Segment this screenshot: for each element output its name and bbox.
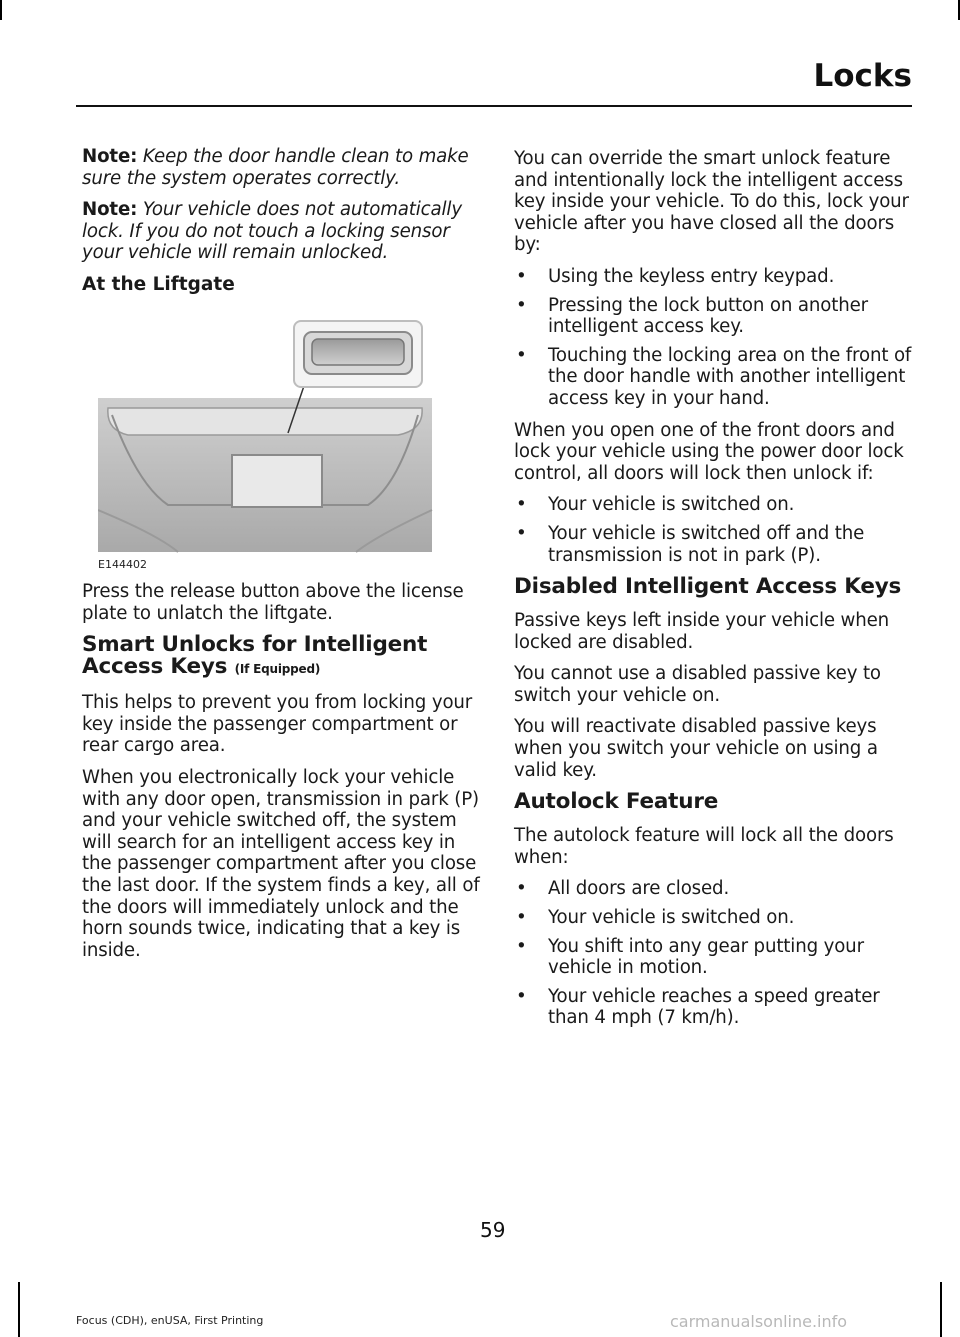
figure-code: E144402 [98,557,147,571]
crop-mark-bottom-right [940,1282,942,1337]
note-2 [82,199,480,264]
list-item-text: Your vehicle reaches a speed greater than 4 mph (7 km/h). [548,985,880,1029]
list-item-text: You shift into any gear putting your vehicle in motion. [548,935,864,979]
bullet: • [516,522,527,544]
crop-mark-top-left [0,0,2,20]
bullet: • [516,494,527,516]
bullet: • [516,878,527,900]
smart-unlocks-heading [82,634,480,680]
liftgate-text: Press the release button above the license plate to unlatch the liftgate. [82,580,464,624]
right-column [514,148,912,1039]
list-item [514,907,912,929]
list-item [514,266,912,288]
list-item-text: Your vehicle is switched off and the transmission is not in park (P). [548,522,865,566]
liftgate-heading: At the Liftgate [82,273,235,295]
note-2-label: Note: [82,199,138,221]
autolock-paragraph: The autolock feature will lock all the doors when: [514,825,894,868]
page-header-title: Locks [813,58,912,94]
liftgate-drawing [98,305,448,571]
note-2-body: Your vehicle does not automatically lock. If you do not touch a locking sensor your vehicle will remain unlocked. [82,199,462,264]
bullet: • [516,294,527,316]
smart-unlocks-p1: This helps to prevent you from locking your key inside the passenger compartment or rear cargo area. [82,692,473,757]
disabled-keys-p3: You will reactivate disabled passive keys when you switch your vehicle on using a valid key. [514,716,878,781]
front-door-paragraph: When you open one of the front doors and lock your vehicle using the power door lock control, all doors will lock then unlock if: [514,419,904,484]
page-number: 59 [480,1218,506,1242]
list-item [514,936,912,979]
list-item-text: Pressing the lock button on another intelligent access key. [548,294,868,338]
front-door-list [514,494,912,566]
bullet: • [516,265,527,287]
note-1 [82,146,480,189]
list-item [514,295,912,338]
disabled-keys-heading: Disabled Intelligent Access Keys [514,574,902,600]
list-item [514,345,912,410]
smart-unlocks-heading-suffix: (If Equipped) [234,662,321,677]
left-column [82,146,480,971]
override-paragraph: You can override the smart unlock feature and intentionally lock the intelligent access key inside your vehicle. To do this, lock your vehicle after you have closed all the doors by: [514,148,909,256]
list-item-text: Touching the locking area on the front of the door handle with another intelligent access key in your hand. [548,344,912,409]
bullet: • [516,935,527,957]
header-rule [76,105,912,107]
list-item-text: Using the keyless entry keypad. [548,265,835,287]
list-item-text: Your vehicle is switched on. [548,907,795,929]
autolock-list [514,878,912,1029]
crop-mark-bottom-left [18,1282,20,1337]
list-item [514,523,912,566]
watermark: carmanualsonline.info [670,1312,848,1331]
liftgate-illustration [98,305,448,571]
bullet: • [516,985,527,1007]
list-item [514,494,912,516]
disabled-keys-p1: Passive keys left inside your vehicle when locked are disabled. [514,610,890,653]
autolock-heading: Autolock Feature [514,789,719,815]
smart-unlocks-heading-text: Smart Unlocks for Intelligent Access Keys [82,632,428,680]
disabled-keys-p2: You cannot use a disabled passive key to switch your vehicle on. [514,663,881,706]
note-1-body: Keep the door handle clean to make sure the system operates correctly. [82,146,469,189]
override-list [514,266,912,410]
list-item [514,878,912,900]
smart-unlocks-p2: When you electronically lock your vehicle with any door open, transmission in park (P) and your vehicle switched off, the system will search for an intelligent access key in the passenger compartment after you close the last door. If the system finds a key, all of the doors will immediately unlock and the horn sounds twice, indicating that a key is inside. [82,766,480,961]
bullet: • [516,344,527,366]
edition-footer: Focus (CDH), enUSA, First Printing [76,1314,264,1327]
list-item [514,986,912,1029]
note-1-label: Note: [82,146,138,167]
list-item-text: All doors are closed. [548,878,730,900]
bullet: • [516,907,527,929]
list-item-text: Your vehicle is switched on. [548,494,795,516]
